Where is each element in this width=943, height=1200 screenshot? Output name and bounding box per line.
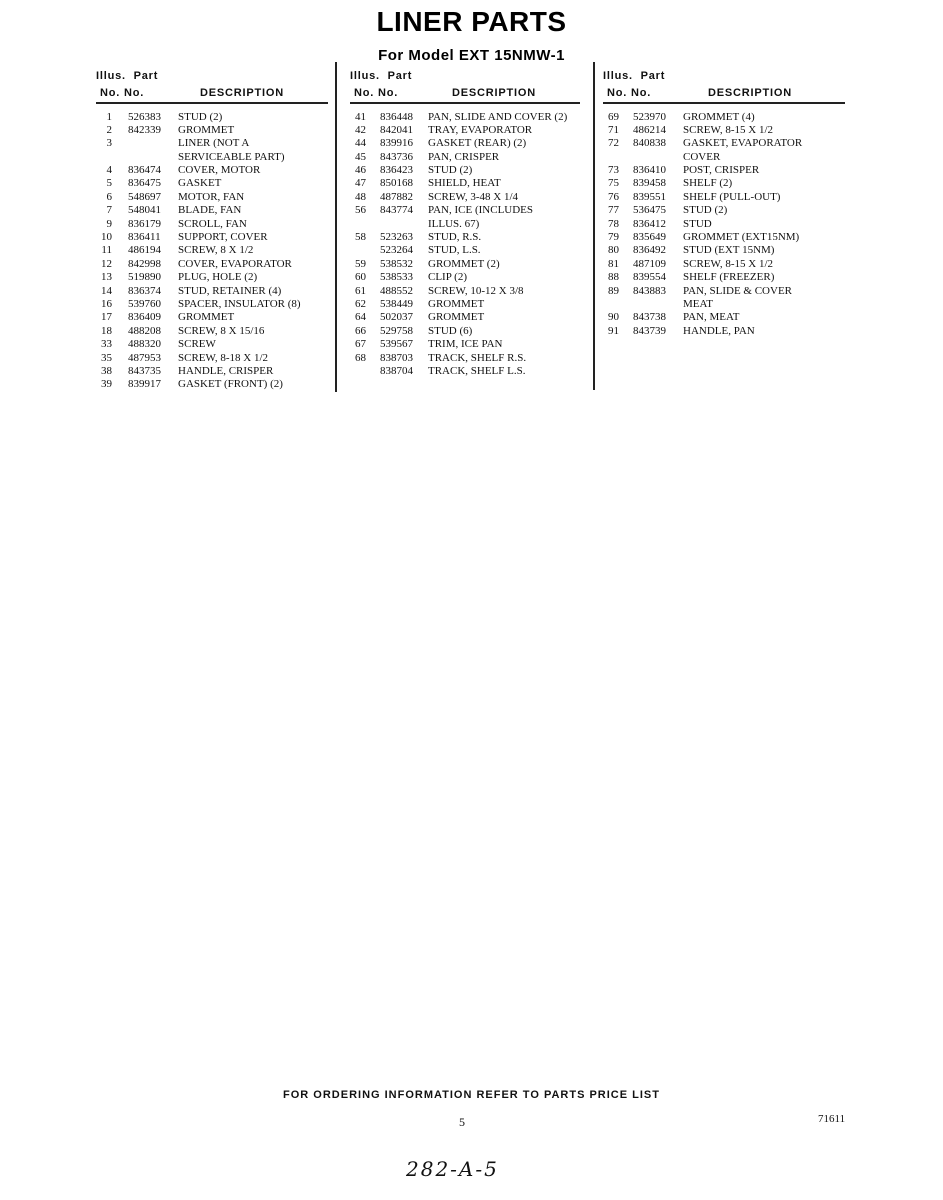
part-number: 838704 [380,364,413,377]
part-description: PAN, SLIDE & COVER [683,284,792,297]
part-number: 488320 [128,338,161,351]
part-number: 548697 [128,190,161,203]
part-description: GROMMET (EXT15NM) [683,231,800,244]
parts-row [96,258,328,271]
part-description: SHELF (PULL-OUT) [683,190,781,203]
illus-number: 59 [355,257,366,270]
part-description: HANDLE, CRISPER [178,364,274,377]
parts-column-1 [96,68,328,392]
part-number: 843738 [633,311,666,324]
illus-number: 69 [608,110,619,123]
illus-number: 38 [101,364,112,377]
parts-row [350,218,580,231]
handwritten-note: 282-A-5 [406,1157,499,1181]
parts-row [350,231,580,244]
parts-row [350,271,580,284]
header-illus-part: Illus. Part [603,70,666,82]
part-number: 486194 [128,244,161,257]
parts-row [603,325,845,338]
parts-row [350,285,580,298]
parts-row [96,325,328,338]
part-number: 548041 [128,204,161,217]
illus-number: 4 [106,164,112,177]
part-description: GROMMET [428,297,485,310]
part-description: SCREW, 10-12 X 3/8 [428,284,524,297]
part-description: SCREW, 8-15 X 1/2 [683,123,774,136]
parts-row [350,151,580,164]
parts-row [603,258,845,271]
part-number: 843739 [633,324,666,337]
part-number: 843883 [633,284,666,297]
column-divider [593,62,595,390]
illus-number: 91 [608,324,619,337]
parts-row [603,298,845,311]
part-description: SCREW, 8 X 15/16 [178,324,265,337]
header-illus-part: Illus. Part [96,70,159,82]
illus-number: 80 [608,244,619,257]
part-description: COVER [683,150,721,163]
header-rule [96,102,328,104]
part-description: ILLUS. 67) [428,217,480,230]
part-description: STUD (2) [178,110,223,123]
parts-row [96,111,328,124]
part-description: STUD, RETAINER (4) [178,284,282,297]
part-description: GROMMET [178,311,235,324]
part-description: GROMMET [178,123,235,136]
part-number: 836423 [380,164,413,177]
illus-number: 61 [355,284,366,297]
part-number: 487953 [128,351,161,364]
part-description: GROMMET (2) [428,257,500,270]
part-description: MEAT [683,297,713,310]
part-number: 836412 [633,217,666,230]
part-number: 539760 [128,297,161,310]
illus-number: 60 [355,271,366,284]
illus-number: 39 [101,378,112,391]
part-description: TRACK, SHELF R.S. [428,351,527,364]
part-description: SHIELD, HEAT [428,177,501,190]
part-description: SCREW, 8 X 1/2 [178,244,254,257]
part-description: STUD, L.S. [428,244,481,257]
parts-row [350,137,580,150]
part-number: 842998 [128,257,161,270]
part-description: MOTOR, FAN [178,190,245,203]
header-illus-part: Illus. Part [350,70,413,82]
part-description: CLIP (2) [428,271,468,284]
part-description: SCREW, 8-15 X 1/2 [683,257,774,270]
illus-number: 58 [355,231,366,244]
part-description: SHELF (2) [683,177,733,190]
illus-number: 48 [355,190,366,203]
illus-number: 45 [355,150,366,163]
illus-number: 46 [355,164,366,177]
part-number: 839554 [633,271,666,284]
part-description: SUPPORT, COVER [178,231,268,244]
illus-number: 81 [608,257,619,270]
parts-row [96,124,328,137]
parts-row [603,285,845,298]
part-number: 486214 [633,123,666,136]
parts-row [350,177,580,190]
document-code: 71611 [818,1113,846,1125]
part-description: SERVICEABLE PART) [178,150,285,163]
part-number: 836179 [128,217,161,230]
parts-row [96,191,328,204]
parts-row [96,298,328,311]
header-part-no: No. [631,87,652,99]
illus-number: 73 [608,164,619,177]
parts-row [350,338,580,351]
parts-rows [350,111,580,379]
part-number: 842041 [380,123,413,136]
part-number: 843735 [128,364,161,377]
part-description: STUD [683,217,712,230]
part-description: TRIM, ICE PAN [428,338,503,351]
parts-row [350,298,580,311]
part-number: 843774 [380,204,413,217]
page-number: 5 [459,1115,465,1129]
part-number: 838703 [380,351,413,364]
illus-number: 71 [608,123,619,136]
part-number: 836475 [128,177,161,190]
header-illus-no: No. [100,87,121,99]
illus-number: 89 [608,284,619,297]
parts-row [350,311,580,324]
part-number: 836411 [128,231,161,244]
illus-number: 17 [101,311,112,324]
parts-row [350,124,580,137]
parts-row [96,204,328,217]
parts-row [350,191,580,204]
parts-row [603,311,845,324]
header-illus-no: No. [607,87,628,99]
part-description: SCREW, 3-48 X 1/4 [428,190,519,203]
part-number: 836410 [633,164,666,177]
illus-number: 6 [106,190,112,203]
part-number: 850168 [380,177,413,190]
parts-rows [96,111,328,392]
parts-row [350,325,580,338]
parts-row [603,111,845,124]
part-number: 842339 [128,123,161,136]
part-number: 538533 [380,271,413,284]
parts-row [96,151,328,164]
part-description: STUD (2) [683,204,728,217]
part-number: 487882 [380,190,413,203]
part-description: GASKET (FRONT) (2) [178,378,283,391]
parts-row [603,177,845,190]
parts-row [96,218,328,231]
part-number: 839917 [128,378,161,391]
part-number: 536475 [633,204,666,217]
illus-number: 18 [101,324,112,337]
part-description: STUD (2) [428,164,473,177]
illus-number: 56 [355,204,366,217]
illus-number: 76 [608,190,619,203]
model-subtitle: For Model EXT 15NMW-1 [378,47,565,64]
part-number: 835649 [633,231,666,244]
parts-row [96,231,328,244]
part-description: PAN, SLIDE AND COVER (2) [428,110,568,123]
column-header [603,68,845,102]
parts-row [96,352,328,365]
part-number: 839916 [380,137,413,150]
part-number: 523263 [380,231,413,244]
part-number: 539567 [380,338,413,351]
illus-number: 33 [101,338,112,351]
part-description: GASKET [178,177,222,190]
header-rule [350,102,580,104]
part-number: 519890 [128,271,161,284]
parts-row [96,311,328,324]
parts-row [96,177,328,190]
illus-number: 67 [355,338,366,351]
part-description: SCREW [178,338,216,351]
illus-number: 11 [101,244,112,257]
part-number: 538532 [380,257,413,270]
part-description: PAN, CRISPER [428,150,500,163]
part-number: 538449 [380,297,413,310]
parts-row [350,244,580,257]
parts-column-3 [603,68,845,338]
part-description: STUD, R.S. [428,231,482,244]
part-description: TRACK, SHELF L.S. [428,364,526,377]
header-part-no: No. [124,87,145,99]
part-number: 523970 [633,110,666,123]
header-rule [603,102,845,104]
part-number: 488208 [128,324,161,337]
parts-row [603,164,845,177]
illus-number: 88 [608,271,619,284]
part-description: POST, CRISPER [683,164,760,177]
part-number: 836474 [128,164,161,177]
part-number: 843736 [380,150,413,163]
parts-row [96,164,328,177]
part-description: PAN, ICE (INCLUDES [428,204,534,217]
header-description: DESCRIPTION [200,87,284,99]
column-header [96,68,328,102]
part-number: 836492 [633,244,666,257]
illus-number: 44 [355,137,366,150]
page-title: LINER PARTS [376,6,567,37]
illus-number: 5 [106,177,112,190]
parts-row [603,244,845,257]
part-number: 487109 [633,257,666,270]
part-number: 839551 [633,190,666,203]
part-number: 529758 [380,324,413,337]
part-description: STUD (6) [428,324,473,337]
part-number: 839458 [633,177,666,190]
parts-row [603,271,845,284]
column-header [350,68,580,102]
part-description: TRAY, EVAPORATOR [428,123,533,136]
parts-row [96,137,328,150]
illus-number: 68 [355,351,366,364]
part-number: 836448 [380,110,413,123]
illus-number: 10 [101,231,112,244]
parts-row [96,271,328,284]
illus-number: 3 [106,137,112,150]
illus-number: 78 [608,217,619,230]
parts-row [350,365,580,378]
parts-row [603,231,845,244]
parts-row [96,244,328,257]
illus-number: 16 [101,297,112,310]
illus-number: 7 [106,204,112,217]
header-illus-no: No. [354,87,375,99]
illus-number: 42 [355,123,366,136]
parts-column-2 [350,68,580,378]
part-description: PAN, MEAT [683,311,740,324]
part-description: PLUG, HOLE (2) [178,271,258,284]
part-description: HANDLE, PAN [683,324,755,337]
header-description: DESCRIPTION [452,87,536,99]
illus-number: 1 [106,110,112,123]
illus-number: 79 [608,231,619,244]
part-number: 502037 [380,311,413,324]
illus-number: 14 [101,284,112,297]
illus-number: 64 [355,311,366,324]
parts-rows [603,111,845,339]
part-number: 840838 [633,137,666,150]
part-description: GROMMET [428,311,485,324]
illus-number: 62 [355,297,366,310]
illus-number: 47 [355,177,366,190]
parts-row [603,204,845,217]
illus-number: 41 [355,110,366,123]
header-description: DESCRIPTION [708,87,792,99]
parts-row [603,137,845,150]
illus-number: 90 [608,311,619,324]
part-description: COVER, EVAPORATOR [178,257,292,270]
illus-number: 75 [608,177,619,190]
parts-row [350,204,580,217]
part-description: COVER, MOTOR [178,164,261,177]
parts-row [603,191,845,204]
illus-number: 72 [608,137,619,150]
parts-row [350,352,580,365]
part-description: STUD (EXT 15NM) [683,244,775,257]
part-description: SPACER, INSULATOR (8) [178,297,301,310]
parts-row [603,218,845,231]
parts-row [350,111,580,124]
part-description: BLADE, FAN [178,204,242,217]
illus-number: 66 [355,324,366,337]
parts-row [350,164,580,177]
part-description: GASKET (REAR) (2) [428,137,527,150]
parts-row [603,124,845,137]
illus-number: 2 [106,123,112,136]
part-number: 526383 [128,110,161,123]
illus-number: 9 [106,217,112,230]
parts-row [96,285,328,298]
part-description: SHELF (FREEZER) [683,271,775,284]
parts-row [96,365,328,378]
part-description: GASKET, EVAPORATOR [683,137,803,150]
parts-row [603,151,845,164]
part-description: LINER (NOT A [178,137,250,150]
part-number: 836409 [128,311,161,324]
part-description: SCROLL, FAN [178,217,247,230]
part-description: GROMMET (4) [683,110,755,123]
part-number: 488552 [380,284,413,297]
illus-number: 35 [101,351,112,364]
illus-number: 13 [101,271,112,284]
parts-row [96,378,328,391]
ordering-info-footer: FOR ORDERING INFORMATION REFER TO PARTS PRICE LIST [283,1089,660,1101]
parts-row [96,338,328,351]
part-description: SCREW, 8-18 X 1/2 [178,351,269,364]
header-part-no: No. [378,87,399,99]
illus-number: 77 [608,204,619,217]
parts-row [350,258,580,271]
part-number: 836374 [128,284,161,297]
part-number: 523264 [380,244,413,257]
illus-number: 12 [101,257,112,270]
column-divider [335,62,337,392]
